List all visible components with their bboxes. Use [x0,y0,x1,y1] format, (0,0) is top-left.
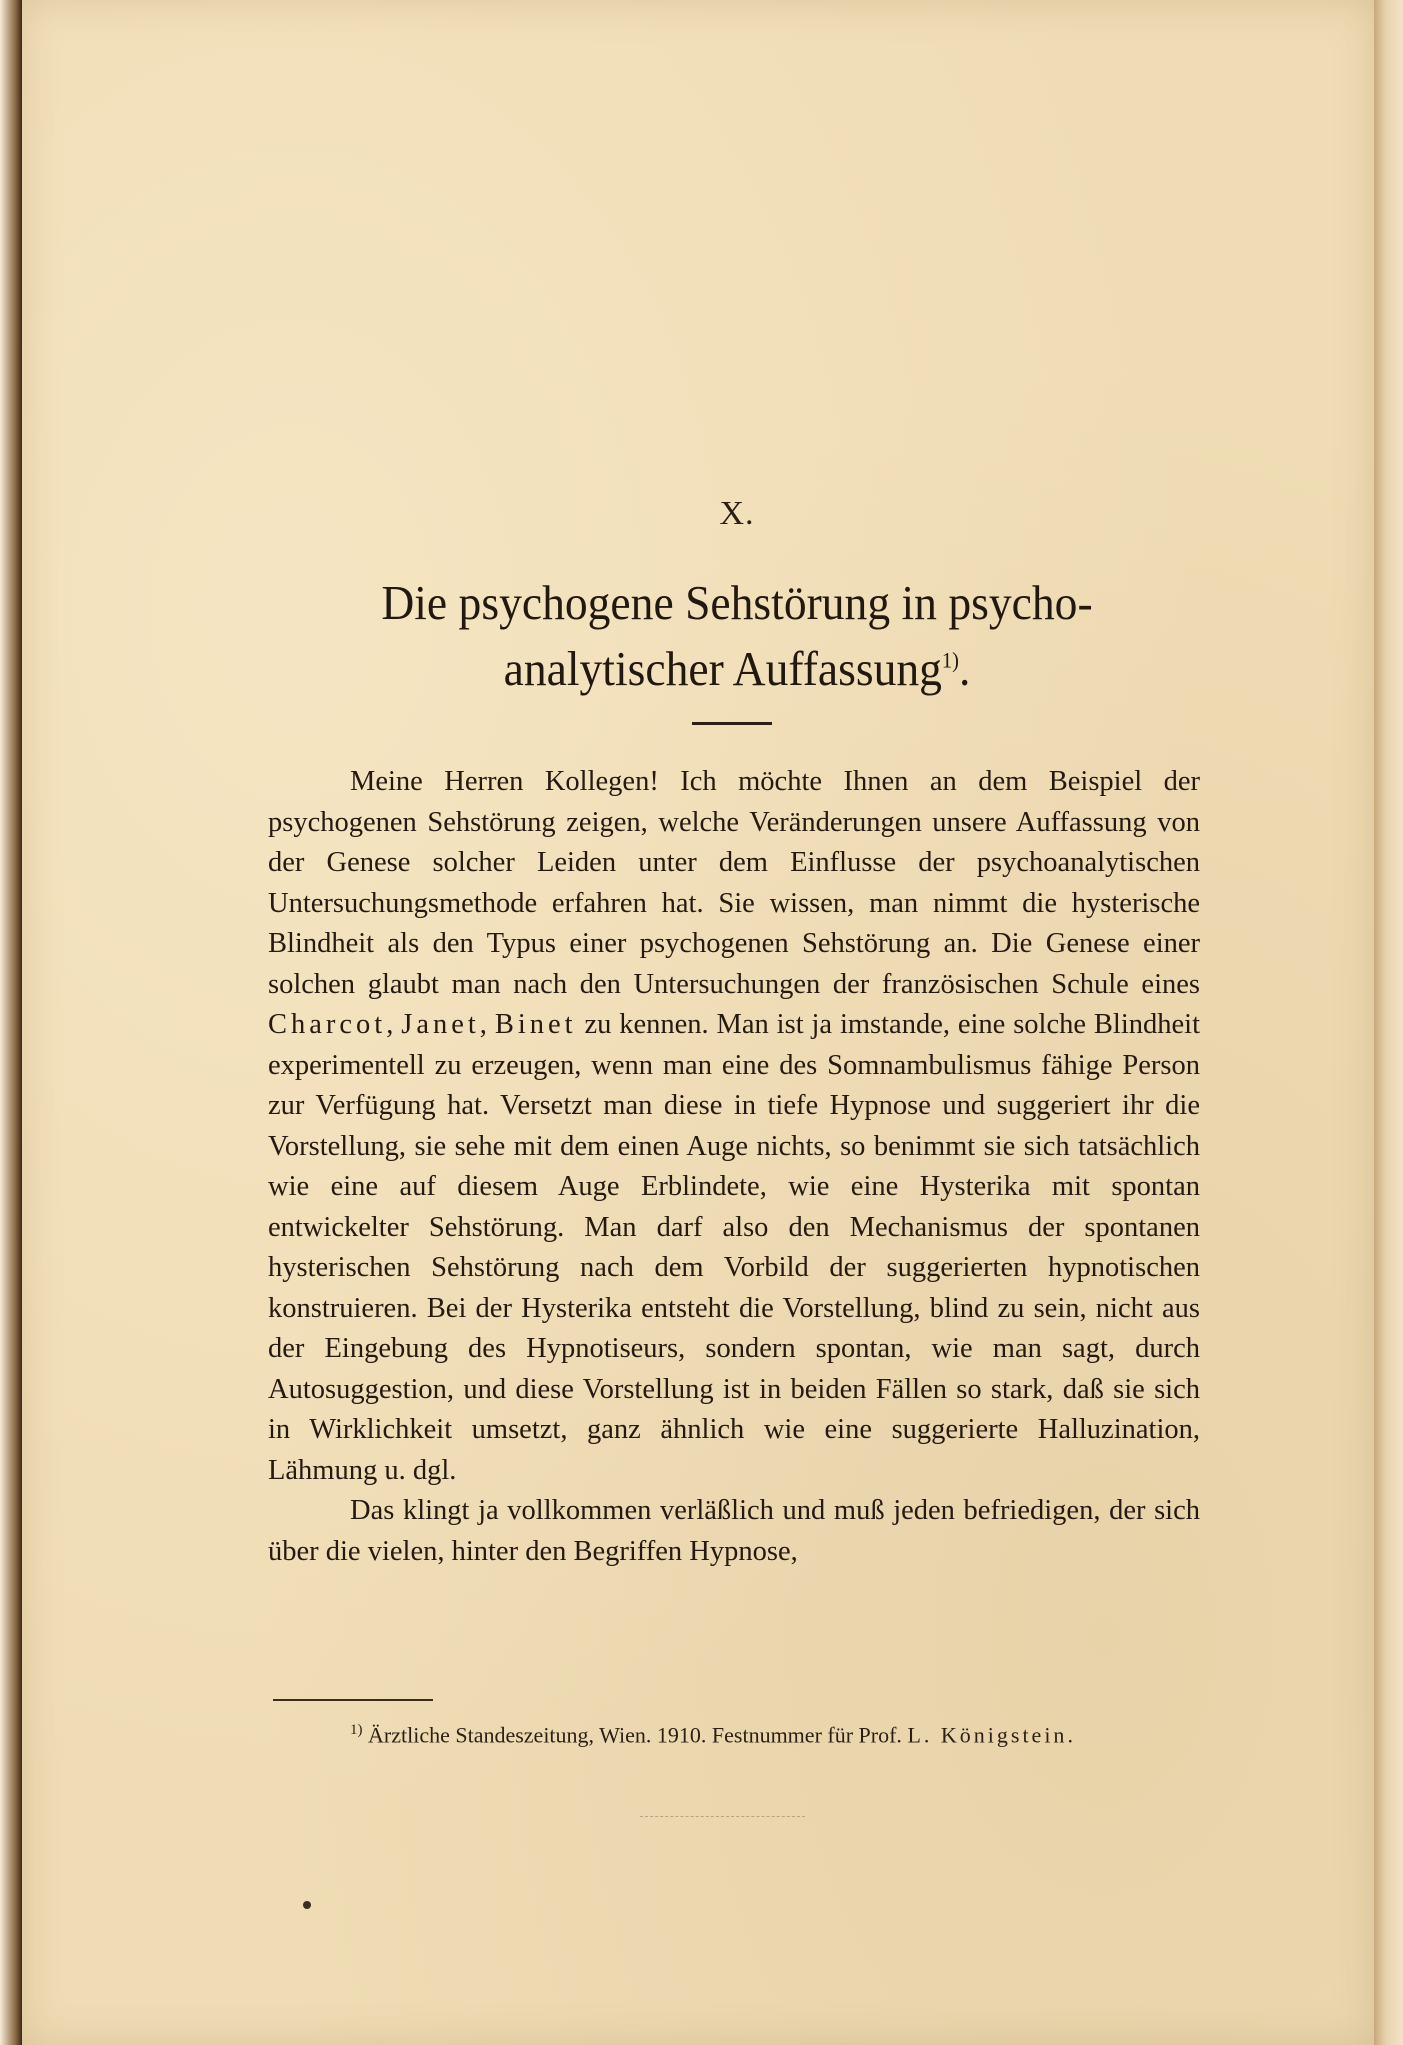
chapter-number: X. [719,495,755,532]
title-line-2-text: analytischer Auffassung [503,641,942,696]
footnote-marker: 1) [350,1722,363,1738]
title-line-1: Die psychogene Sehstörung in psycho- [381,575,1093,630]
name-charcot: Charcot [268,1009,387,1040]
body-text [268,762,1200,1572]
page-smudge [640,1816,805,1818]
separator-2: , [479,1009,495,1040]
paragraph-1-part-1: Meine Herren Kollegen! Ich möchte Ihnen an dem Beispiel der psychogenen Sehstörung zeigen, welche Veränderungen unsere Auffassung von der Genese solcher Leiden unter dem Einflusse der psychoanalytischen Untersuchungsmethode erfahren hat. Sie wissen, man nimmt die hysterische Blindheit als den Typus einer psychogenen Sehstörung an. Die Genese einer solchen glaubt man nach den Untersuchungen der französischen Schule eines [268,766,1200,1000]
title-divider [692,722,772,725]
paragraph-2: Das klingt ja vollkommen verläßlich und muß jeden befriedigen, der sich über die vielen, hinter den Begriffen Hypnose, [268,1495,1200,1567]
paragraph-1-part-2: zu kennen. Man ist ja imstande, eine solche Blindheit experimentell zu erzeugen, wenn man eine des Somnambulismus fähige Person zur Verfügung hat. Versetzt man diese in tiefe Hypnose und suggeriert ihr die Vorstellung, sie sehe mit dem einen Auge nichts, so benimmt sie sich tatsächlich wie eine auf diesem Auge Erblindete, wie eine Hysterika mit spontan entwickelter Sehstörung. Man darf also den Mechanismus der spontanen hysterischen Sehstörung nach dem Vorbild der suggerierten hypnotischen konstruieren. Bei der Hysterika entsteht die Vorstellung, blind zu sein, nicht aus der Eingebung des Hypnotiseurs, sondern spontan, wie man sagt, durch Autosuggestion, und diese Vorstellung ist in beiden Fällen so stark, daß sie sich in Wirklichkeit umsetzt, ganz ähnlich wie eine suggerierte Halluzination, Lähmung u. dgl. [268,1009,1200,1486]
footnote-end: . [1067,1722,1073,1748]
paragraph-1 [268,762,1200,1491]
footnote-line [268,1714,1200,1751]
ink-spot [303,1901,311,1909]
footnote [268,1714,1200,1751]
chapter-title [52,570,1403,702]
title-line-2-end: . [958,641,971,696]
title-line-2 [52,636,1403,702]
name-binet: Binet [494,1009,577,1040]
separator-1: , [386,1009,402,1040]
footnote-divider [273,1699,433,1701]
page-edge [1374,0,1403,2045]
footnote-name: L. Königstein [907,1722,1068,1748]
footnote-text: Ärztliche Standeszeitung, Wien. 1910. Festnummer für Prof. [362,1722,908,1748]
name-janet: Janet [401,1009,480,1040]
title-footnote-marker[interactable]: 1) [941,647,959,673]
book-gutter-shadow [0,0,22,2045]
